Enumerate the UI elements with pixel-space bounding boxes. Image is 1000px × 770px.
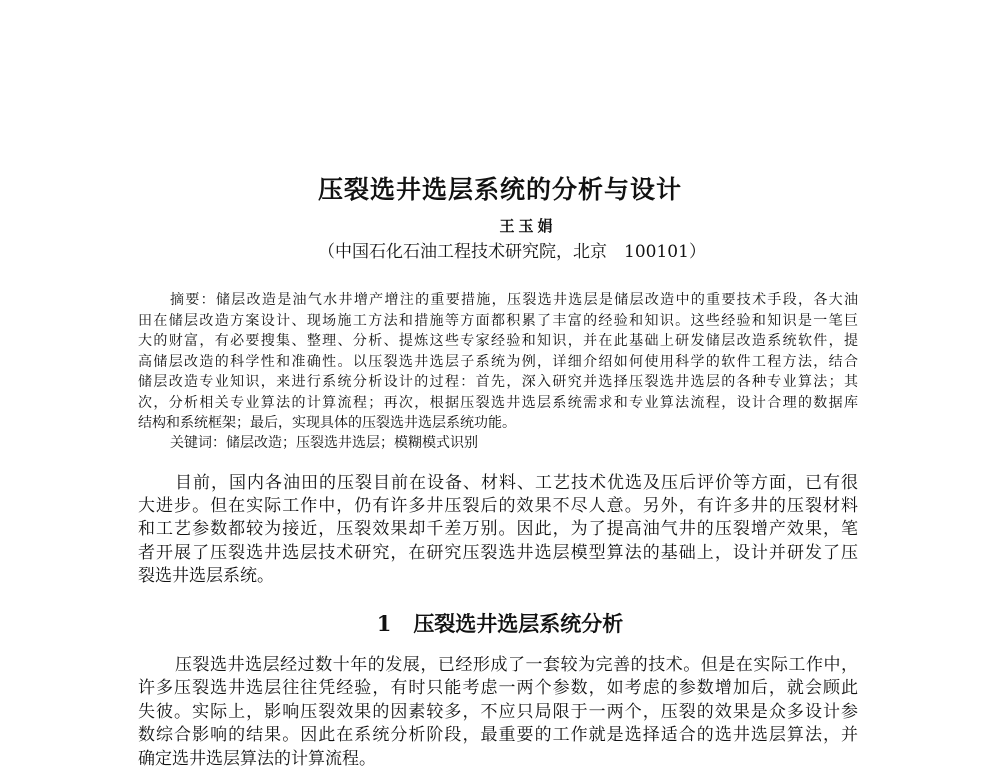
text-line: 目前，国内各油田的压裂目前在设备、材料、工艺技术优选及压后评价等方面，已有很 (175, 473, 858, 493)
author-affiliation: （中国石化石油工程技术研究院，北京 100101） (318, 242, 706, 262)
section-title: 压裂选井选层系统分析 (413, 612, 624, 636)
text-line: 压裂选井选层经过数十年的发展，已经形成了一套较为完善的技术。但是在实际工作中， (175, 655, 858, 675)
text-line: 和工艺参数都较为接近，压裂效果却千差万别。因此，为了提高油气井的压裂增产效果，笔 (138, 519, 858, 540)
text-line: 许多压裂选井选层往往凭经验，有时只能考虑一两个参数，如考虑的参数增加后，就会顾此 (138, 678, 858, 699)
text-line: 摘要：储层改造是油气水井增产增注的重要措施，压裂选井选层是储层改造中的重要技术手段，各大油 (170, 292, 858, 308)
text-line: 田在储层改造方案设计、现场施工方法和措施等方面都积累了丰富的经验和知识。这些经验和知识是一笔巨 (138, 312, 858, 329)
author-name: 王玉娟 (499, 217, 557, 235)
paper-title: 压裂选井选层系统的分析与设计 (317, 175, 682, 204)
keywords: 关键词：储层改造；压裂选井选层；模糊模式识别 (170, 435, 478, 451)
text-line: 者开展了压裂选井选层技术研究，在研究压裂选井选层模型算法的基础上，设计并研发了压 (138, 542, 858, 563)
text-line: 结构和系统框架；最后，实现具体的压裂选井选层系统功能。 (138, 415, 516, 431)
section-number: 1 (376, 611, 392, 636)
section-heading (0, 608, 1000, 638)
text-line: 大的财富，有必要搜集、整理、分析、提炼这些专家经验和知识，并在此基础上研发储层改造系统软件，提 (138, 333, 858, 349)
text-line: 裂选井选层系统。 (138, 565, 274, 586)
text-line: 大进步。但在实际工作中，仍有许多井压裂后的效果不尽人意。另外，有许多井的压裂材料 (138, 496, 858, 517)
text-line: 储层改造专业知识，来进行系统分析设计的过程：首先，深入研究并选择压裂选井选层的各种专业算法；其 (138, 374, 858, 390)
text-line: 高储层改造的科学性和准确性。以压裂选井选层子系统为例，详细介绍如何使用科学的软件工程方法，结合 (138, 353, 858, 370)
text-line: 次，分析相关专业算法的计算流程；再次，根据压裂选井选层系统需求和专业算法流程，设计合理的数据库 (138, 394, 858, 411)
text-line: 数综合影响的结果。因此在系统分析阶段，最重要的工作就是选择适合的选井选层算法，并 (138, 725, 858, 746)
text-line: 确定选井选层算法的计算流程。 (138, 748, 376, 769)
text-line: 失彼。实际上，影响压裂效果的因素较多，不应只局限于一两个，压裂的效果是众多设计参 (138, 701, 858, 722)
